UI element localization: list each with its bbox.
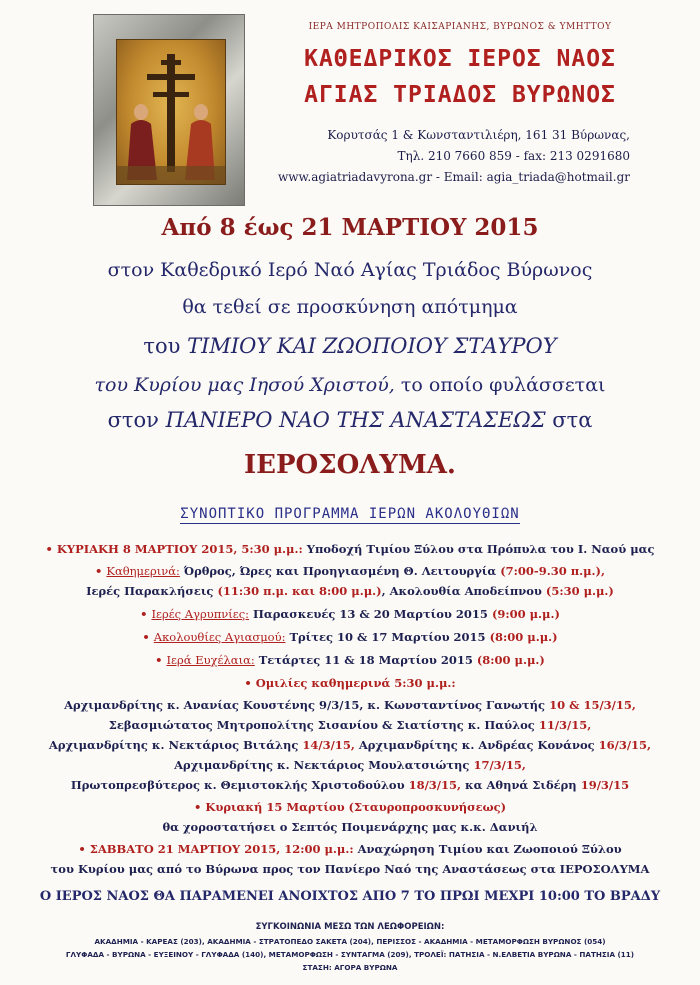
program-item-homilies: • Ομιλίες καθημερινά 5:30 μ.μ.: [244,676,456,690]
program-item-daily: • Καθημερινά: Όρθρος, Ώρες και Προηγιασμένη Θ. Λειτουργία (7:00-9.30 π.μ.), [94,564,605,578]
text-pre: στον [107,408,159,432]
announcement-line-2: στον Καθεδρικό Ιερό Ναό Αγίας Τριάδος Βύρωνος [107,259,593,281]
transport-stop: ΣΤΑΣΗ: ΑΓΟΡΑ ΒΥΡΩΝΑ [302,963,398,972]
jerusalem-heading: ΙΕΡΟΣΟΛΥΜΑ. [244,450,456,480]
cathedral-title: ΚΑΘΕΔΡΙΚΟΣ ΙΕΡΟΣ ΝΑΟΣ [304,46,616,72]
presiding-bishop-line: θα χοροστατήσει ο Σεπτός Ποιμενάρχης μας κ.κ. Δανιήλ [162,820,538,834]
announcement-line-4 [0,334,700,358]
transport-heading: ΣΥΓΚΟΙΝΩΝΙΑ ΜΕΣΩ ΤΩΝ ΛΕΩΦΟΡΕΙΩΝ: [255,922,445,932]
announcement-line-5 [0,374,700,396]
program-item-unction: • Ιερά Ευχέλαια: Τετάρτες 11 & 18 Μαρτίου 2015 (8:00 μ.μ.) [155,653,545,667]
metropolis-name: ΙΕΡΑ ΜΗΤΡΟΠΟΛΙΣ ΚΑΙΣΑΡΙΑΝΗΣ, ΒΥΡΩΝΟΣ & ΥΜΗΤΤΟΥ [308,22,612,32]
program-item-blessing: • Ακολουθίες Αγιασμού: Τρίτες 10 & 17 Μαρτίου 2015 (8:00 μ.μ.) [142,630,558,644]
opening-hours-notice: Ο ΙΕΡΟΣ ΝΑΟΣ ΘΑ ΠΑΡΑΜΕΝΕΙ ΑΝΟΙΧΤΟΣ ΑΠΟ 7 ΤΟ ΠΡΩΙ ΜΕΧΡΙ 10:00 ΤΟ ΒΡΑΔΥ [39,889,661,904]
program-item-daily-2: Ιερές Παρακλήσεις (11:30 π.μ. και 8:00 μ.μ.), Ακολουθία Αποδείπνου (5:30 μ.μ.) [86,584,614,598]
program-item-departure: • ΣΑΒΒΑΤΟ 21 ΜΑΡΤΙΟΥ 2015, 12:00 μ.μ.: Αναχώρηση Τιμίου και Ζωοποιού Ξύλου [78,842,622,856]
speakers-line-3: Αρχιμανδρίτης κ. Νεκτάριος Βιτάλης 14/3/15, Αρχιμανδρίτης κ. Ανδρέας Κονάνος 16/3/15, [48,738,652,752]
holy-cross-icon [93,14,245,206]
speakers-line-4: Αρχιμανδρίτης κ. Νεκτάριος Μουλατσιώτης 17/3/15, [174,758,526,772]
program-item-veneration-sunday: • Κυριακή 15 Μαρτίου (Σταυροπροσκυνήσεως) [193,800,507,814]
speakers-line-1: Αρχιμανδρίτης κ. Ανανίας Κουστένης 9/3/15, κ. Κωνσταντίνος Γανωτής 10 & 15/3/15, [64,698,636,712]
christ-name: του Κυρίου μας Ιησού Χριστού, [94,374,395,396]
departure-line-2: του Κυρίου μας από το Βύρωνα προς τον Πανίερο Ναό της Αναστάσεως στα ΙΕΡΟΣΟΛΥΜΑ [50,862,650,876]
text-post: το οποίο φυλάσσεται [400,374,606,396]
text-post: στα [552,408,593,432]
date-range-heading: Από 8 έως 21 ΜΑΡΤΙΟΥ 2015 [161,214,539,241]
holy-cross-name: ΤΙΜΙΟΥ ΚΑΙ ΖΩΟΠΟΙΟΥ ΣΤΑΥΡΟΥ [187,334,557,358]
program-item-vigils: • Ιερές Αγρυπνίες: Παρασκευές 13 & 20 Μαρτίου 2015 (9:00 μ.μ.) [140,607,560,621]
announcement-line-6 [0,408,700,432]
cathedral-subtitle: ΑΓΙΑΣ ΤΡΙΑΔΟΣ ΒΥΡΩΝΟΣ [304,82,616,108]
speakers-line-2: Σεβασμιώτατος Μητροπολίτης Σισανίου & Σιατίστης κ. Παύλος 11/3/15, [108,718,592,732]
announcement-line-3: θα τεθεί σε προσκύνηση απότμημα [182,296,518,318]
program-item-arrival: • ΚΥΡΙΑΚΗ 8 ΜΑΡΤΙΟΥ 2015, 5:30 μ.μ.: Υποδοχή Τιμίου Ξύλου στα Πρόπυλα του Ι. Ναού μας [45,542,655,556]
holy-sepulchre-name: ΠΑΝΙΕΡΟ ΝΑΟ ΤΗΣ ΑΝΑΣΤΑΣΕΩΣ [165,408,546,432]
cross-figures-icon [117,40,225,184]
web-email-line: www.agiatriadavyrona.gr - Email: agia_triada@hotmail.gr [278,170,630,184]
program-title: ΣΥΝΟΠΤΙΚΟ ΠΡΟΓΡΑΜΜΑ ΙΕΡΩΝ ΑΚΟΛΟΥΘΙΩΝ [180,506,520,522]
icon-painting [116,39,226,185]
transport-routes-1: ΑΚΑΔΗΜΙΑ - ΚΑΡΕΑΣ (203), ΑΚΑΔΗΜΙΑ - ΣΤΡΑΤΟΠΕΔΟ ΣΑΚΕΤΑ (204), ΠΕΡΙΣΣΟΣ - ΑΚΑΔΗΜΙΑ - ΜΕΤΑΜΟΡΦΩΣΗ ΒΥΡΩΝΟΣ (054) [94,937,606,946]
phone-line: Τηλ. 210 7660 859 - fax: 213 0291680 [397,149,630,163]
transport-routes-2: ΓΛΥΦΑΔΑ - ΒΥΡΩΝΑ - ΕΥΞΕΙΝΟΥ - ΓΛΥΦΑΔΑ (140), ΜΕΤΑΜΟΡΦΩΣΗ - ΣΥΝΤΑΓΜΑ (209), ΤΡΟΛΕΪ: ΠΑΤΗΣΙΑ - Ν.ΕΛΒΕΤΙΑ ΒΥΡΩΝΑ - ΠΑΤΗΣΙΑ (11) [65,950,635,959]
address-line: Κορυτσάς 1 & Κωνσταντιλιέρη, 161 31 Βύρωνας, [327,128,630,142]
speakers-line-5: Πρωτοπρεσβύτερος κ. Θεμιστοκλής Χριστοδούλου 18/3/15, κα Αθηνά Σιδέρη 19/3/15 [70,778,630,792]
text-pre: του [143,334,181,358]
